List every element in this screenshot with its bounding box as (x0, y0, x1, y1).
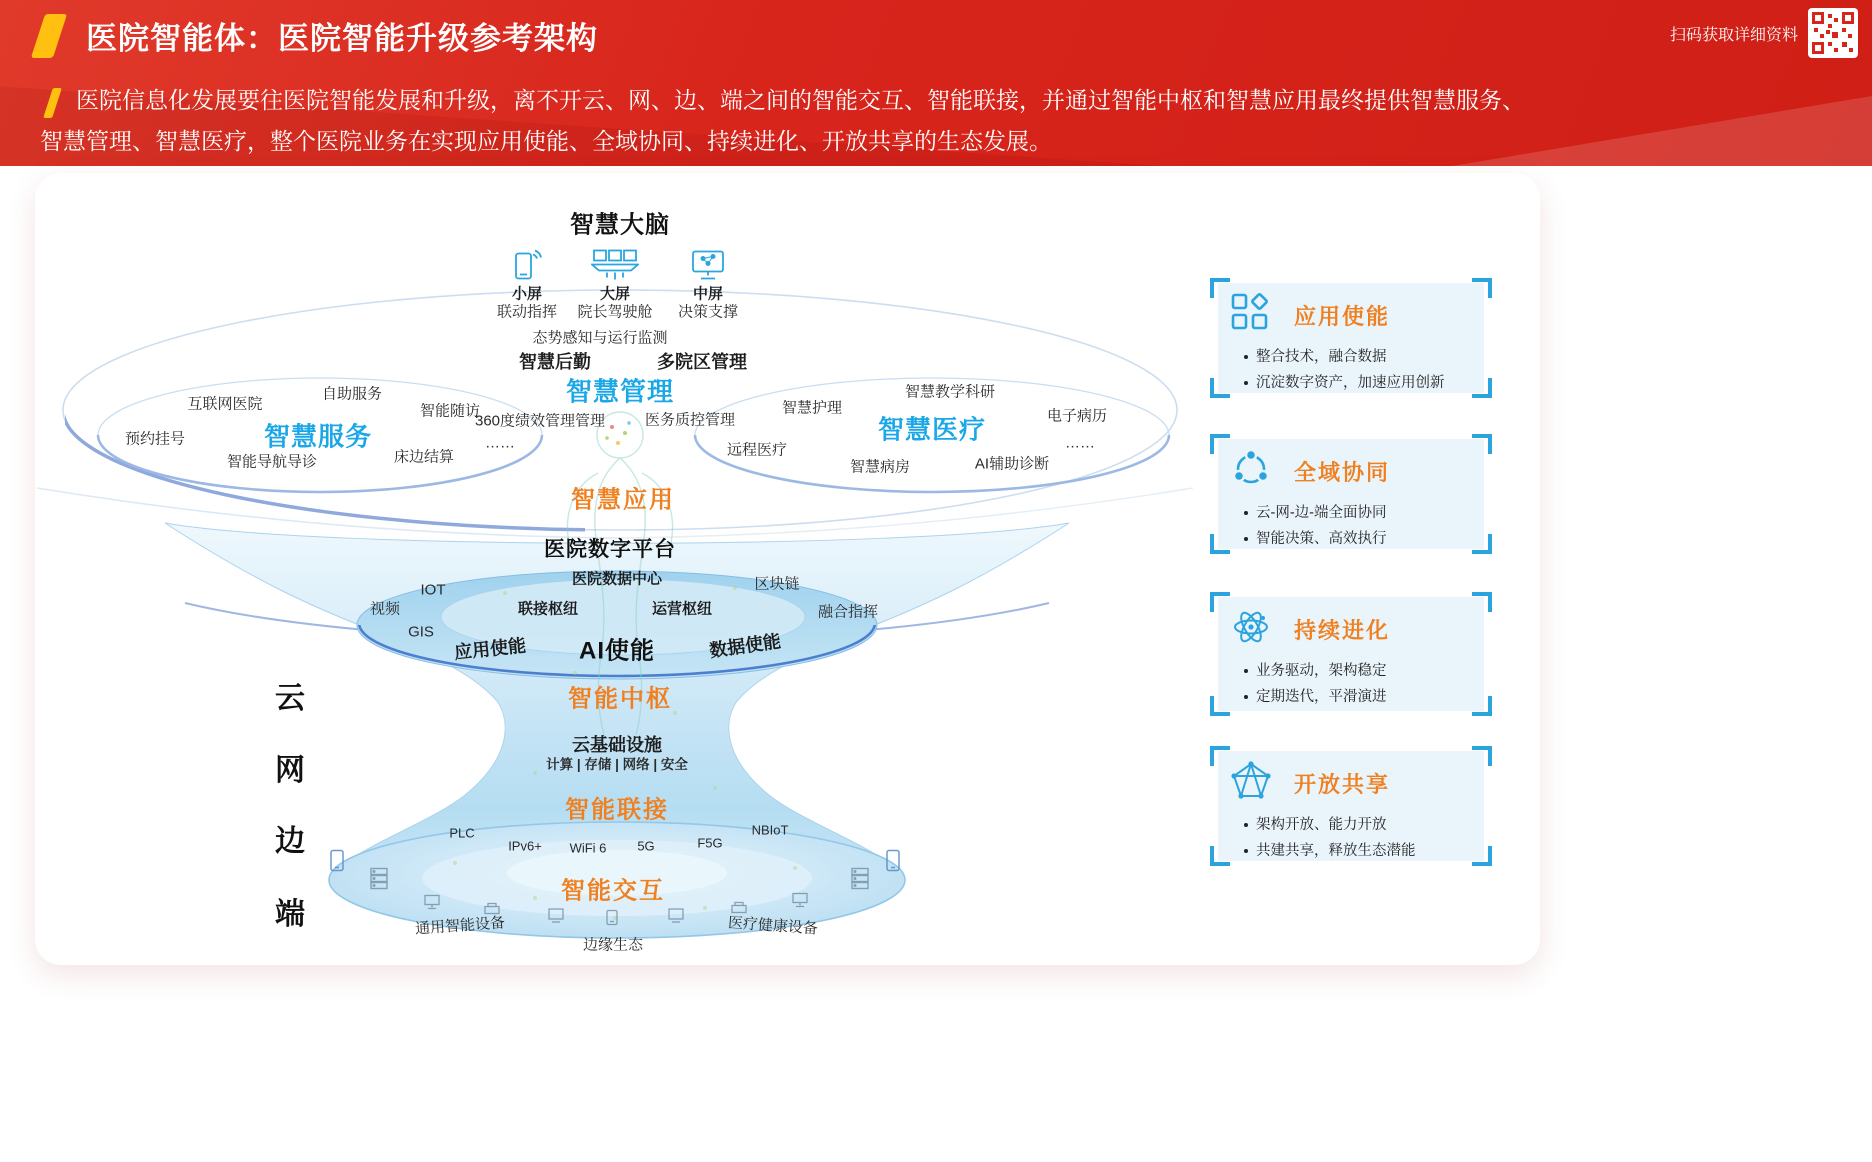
qr-code-icon (1808, 8, 1858, 58)
diagram-canvas (35, 173, 1540, 965)
device-name: 小屏 (511, 285, 543, 303)
tech-label: NBIoT (751, 822, 789, 838)
mgmt-sub-item: 360度绩效管理管理 (474, 412, 606, 430)
label-smart-service: 智慧服务 (263, 421, 373, 452)
card-title: 应用使能 (1294, 304, 1391, 329)
card-bullet: 智能决策、高效执行 (1256, 531, 1387, 547)
polygon-network-icon (1230, 760, 1272, 807)
platform-side-item: GIS (408, 623, 434, 641)
card-bullet: 定期迭代，平滑演进 (1256, 689, 1387, 705)
label-smart-application: 智慧应用 (571, 486, 675, 514)
platform-side-item: 视频 (369, 600, 401, 618)
label-smart-medical: 智慧医疗 (877, 414, 987, 445)
feature-card-open-sharing (1210, 746, 1492, 866)
card-bullet: 业务驱动，架构稳定 (1256, 663, 1387, 679)
phone-icon (886, 850, 900, 877)
label-intelligent-interact: 智能交互 (561, 877, 665, 905)
medical-item: 智慧病房 (849, 458, 911, 476)
card-bullet: 云-网-边-端全面协同 (1256, 505, 1387, 521)
card-bullet: 整合技术，融合数据 (1256, 349, 1387, 365)
card-bullet: 沉淀数字资产，加速应用创新 (1256, 375, 1445, 391)
tech-label: PLC (449, 825, 475, 841)
label-connect-hub: 联接枢纽 (517, 600, 579, 618)
service-item: …… (485, 434, 515, 452)
device-desc: 联动指挥 (496, 303, 558, 321)
edge-item: 通用智能设备 (414, 914, 506, 938)
share-network-icon (1230, 448, 1272, 495)
card-title: 开放共享 (1294, 772, 1391, 797)
label-digital-platform: 医院数字平台 (544, 538, 676, 561)
tech-label: IPv6+ (508, 838, 542, 854)
label-intelligent-hub: 智能中枢 (568, 685, 672, 713)
platform-side-item: 区块链 (754, 575, 800, 593)
edge-item: 边缘生态 (582, 936, 644, 954)
medical-item: AI辅助诊断 (974, 455, 1050, 473)
label-smart-brain: 智慧大脑 (570, 211, 670, 239)
mgmt-item: 智慧后勤 (519, 352, 591, 372)
server-icon (370, 868, 388, 895)
label-data-center: 医院数据中心 (571, 570, 663, 588)
mgmt-sub-item: 医务质控管理 (644, 411, 736, 429)
tech-label: F5G (697, 835, 723, 851)
service-item: 预约挂号 (124, 430, 186, 448)
device-icon (791, 893, 809, 914)
label-intelligent-connect: 智能联接 (565, 796, 669, 824)
page-header (0, 0, 1872, 166)
axis-device: 端 (275, 898, 305, 931)
tech-label: 5G (637, 838, 655, 854)
feature-card-global-synergy (1210, 434, 1492, 554)
label-data-enable: 数据使能 (708, 631, 783, 661)
label-monitoring: 态势感知与运行监测 (532, 329, 668, 347)
big-screen-icon (591, 248, 639, 287)
device-icon (423, 895, 441, 916)
tech-label: WiFi 6 (569, 840, 607, 856)
device-icon (548, 908, 564, 928)
server-icon (851, 868, 869, 895)
page-title: 医院智能体：医院智能升级参考架构 (86, 21, 598, 56)
feature-card-app-enable (1210, 278, 1492, 398)
service-item: 智能导航导诊 (226, 453, 318, 471)
feature-card-continuous-evolution (1210, 592, 1492, 716)
label-app-enable: 应用使能 (453, 635, 527, 663)
medical-item: 远程医疗 (726, 441, 788, 459)
intro-paragraph: 医院信息化发展要往医院智能发展和升级，离不开云、网、边、端之间的智能交互、智能联接，并通过智能中枢和智慧应用最终提供智慧服务、智慧管理、智慧医疗，整个医院业务在实现应用使能、全域协同、持续进化、开放共享的生态发展。 (40, 87, 1525, 154)
card-title: 持续进化 (1294, 618, 1391, 643)
device-name: 大屏 (599, 285, 631, 303)
medical-item: …… (1065, 434, 1095, 452)
device-desc: 院长驾驶舱 (577, 303, 653, 321)
architecture-diagram (35, 173, 1195, 965)
medical-item: 智慧护理 (781, 399, 843, 417)
phone-icon (330, 850, 344, 877)
yellow-slash-icon (31, 14, 67, 58)
axis-edge: 边 (275, 825, 305, 858)
modules-icon (1230, 292, 1272, 339)
device-icon (668, 908, 684, 928)
service-item: 自助服务 (321, 385, 383, 403)
platform-side-item: IOT (420, 581, 446, 599)
label-infra-sub: 计算 | 存储 | 网络 | 安全 (546, 757, 688, 772)
service-item: 互联网医院 (187, 395, 263, 413)
label-smart-management: 智慧管理 (565, 376, 675, 407)
label-ai-enable: AI使能 (579, 637, 655, 665)
service-item: 智能随访 (419, 402, 481, 420)
axis-cloud: 云 (275, 682, 305, 715)
qr-caption: 扫码获取详细资料 (1669, 26, 1798, 44)
medical-item: 电子病历 (1046, 407, 1108, 425)
service-item: 床边结算 (393, 448, 455, 466)
medical-item: 智慧教学科研 (904, 383, 996, 401)
card-bullet: 架构开放、能力开放 (1256, 817, 1387, 833)
device-name: 中屏 (692, 285, 724, 303)
edge-item: 医疗健康设备 (727, 914, 819, 938)
device-desc: 决策支撑 (677, 303, 739, 321)
card-title: 全域协同 (1294, 460, 1391, 485)
label-operation-hub: 运营枢纽 (651, 600, 713, 618)
platform-side-item: 融合指挥 (817, 603, 879, 621)
mgmt-item: 多院区管理 (657, 352, 747, 372)
device-icon (605, 910, 619, 931)
card-bullet: 共建共享，释放生态潜能 (1256, 843, 1416, 859)
label-cloud-infra: 云基础设施 (572, 735, 662, 755)
axis-network: 网 (275, 754, 305, 787)
atom-icon (1230, 606, 1272, 653)
